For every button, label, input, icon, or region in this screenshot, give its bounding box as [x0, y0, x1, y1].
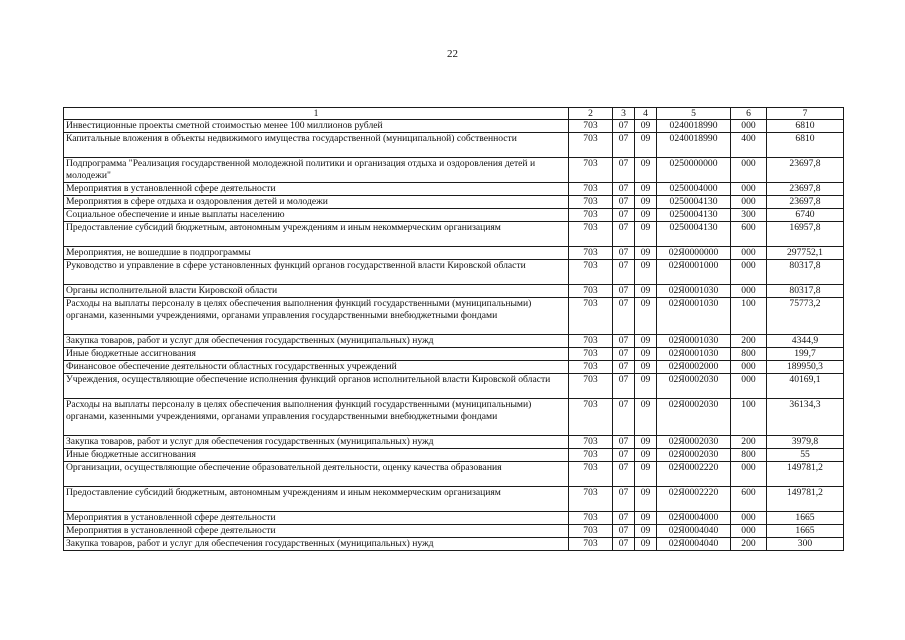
table-row: [64, 209, 844, 222]
table-row: [64, 374, 844, 399]
row-code-4: 09: [635, 247, 657, 260]
table-row: [64, 158, 844, 183]
row-code-4: 09: [635, 183, 657, 196]
table-row: [64, 247, 844, 260]
row-amount: 40169,1: [767, 374, 844, 399]
row-code-3: 07: [613, 348, 635, 361]
table-row: [64, 183, 844, 196]
table-row: [64, 133, 844, 158]
row-amount: 23697,8: [767, 196, 844, 209]
row-code-2: 703: [569, 525, 613, 538]
row-code-2: 703: [569, 348, 613, 361]
row-code-3: 07: [613, 285, 635, 298]
row-name: Мероприятия в установленной сфере деятельности: [64, 512, 569, 525]
row-code-5: 02Я0000000: [657, 247, 731, 260]
table-row: [64, 436, 844, 449]
row-code-3: 07: [613, 183, 635, 196]
header-cell: 5: [657, 108, 731, 120]
row-code-6: 000: [731, 525, 767, 538]
row-code-2: 703: [569, 487, 613, 512]
row-code-4: 09: [635, 449, 657, 462]
table-row: [64, 222, 844, 247]
row-code-5: 02Я0002030: [657, 399, 731, 436]
row-code-2: 703: [569, 512, 613, 525]
row-code-3: 07: [613, 298, 635, 335]
row-code-2: 703: [569, 209, 613, 222]
row-code-5: 02Я0002030: [657, 449, 731, 462]
row-amount: 149781,2: [767, 487, 844, 512]
row-code-6: 100: [731, 298, 767, 335]
row-code-5: 0250004000: [657, 183, 731, 196]
row-code-5: 02Я0004040: [657, 525, 731, 538]
header-cell: 3: [613, 108, 635, 120]
row-code-3: 07: [613, 196, 635, 209]
table-row: [64, 298, 844, 335]
row-code-6: 800: [731, 348, 767, 361]
row-code-4: 09: [635, 348, 657, 361]
row-amount: 6810: [767, 120, 844, 133]
row-amount: 4344,9: [767, 335, 844, 348]
table-row: [64, 285, 844, 298]
row-name: Финансовое обеспечение деятельности областных государственных учреждений: [64, 361, 569, 374]
row-code-2: 703: [569, 449, 613, 462]
row-code-6: 000: [731, 285, 767, 298]
row-code-2: 703: [569, 120, 613, 133]
row-code-5: 02Я0002220: [657, 462, 731, 487]
row-code-4: 09: [635, 487, 657, 512]
row-code-3: 07: [613, 335, 635, 348]
row-code-5: 02Я0004040: [657, 538, 731, 551]
row-code-3: 07: [613, 260, 635, 285]
row-amount: 23697,8: [767, 183, 844, 196]
row-code-6: 600: [731, 222, 767, 247]
row-code-3: 07: [613, 222, 635, 247]
row-code-2: 703: [569, 285, 613, 298]
row-amount: 23697,8: [767, 158, 844, 183]
row-code-3: 07: [613, 487, 635, 512]
row-name: Предоставление субсидий бюджетным, автономным учреждениям и иным некоммерческим организациям: [64, 222, 569, 247]
row-code-5: 0240018990: [657, 120, 731, 133]
row-code-5: 02Я0002030: [657, 436, 731, 449]
row-code-4: 09: [635, 285, 657, 298]
row-code-3: 07: [613, 120, 635, 133]
page-number: 22: [447, 48, 458, 60]
row-name: Предоставление субсидий бюджетным, автономным учреждениям и иным некоммерческим организациям: [64, 487, 569, 512]
row-name: Закупка товаров, работ и услуг для обеспечения государственных (муниципальных) нужд: [64, 538, 569, 551]
table-row: [64, 487, 844, 512]
row-code-6: 800: [731, 449, 767, 462]
row-code-2: 703: [569, 399, 613, 436]
row-code-6: 000: [731, 361, 767, 374]
row-code-4: 09: [635, 209, 657, 222]
table-row: [64, 120, 844, 133]
row-code-6: 200: [731, 538, 767, 551]
row-amount: 297752,1: [767, 247, 844, 260]
row-code-4: 09: [635, 196, 657, 209]
row-code-5: 0240018990: [657, 133, 731, 158]
row-code-4: 09: [635, 120, 657, 133]
header-cell: 7: [767, 108, 844, 120]
row-code-4: 09: [635, 260, 657, 285]
row-code-6: 000: [731, 462, 767, 487]
row-code-4: 09: [635, 462, 657, 487]
row-code-3: 07: [613, 462, 635, 487]
row-code-6: 000: [731, 183, 767, 196]
row-code-6: 400: [731, 133, 767, 158]
row-code-6: 000: [731, 120, 767, 133]
row-code-2: 703: [569, 436, 613, 449]
row-name: Закупка товаров, работ и услуг для обеспечения государственных (муниципальных) нужд: [64, 335, 569, 348]
row-code-3: 07: [613, 247, 635, 260]
row-name: Подпрограмма "Реализация государственной молодежной политики и организация отдыха и оздоровления детей и молодежи": [64, 158, 569, 183]
row-name: Иные бюджетные ассигнования: [64, 348, 569, 361]
row-name: Руководство и управление в сфере установленных функций органов государственной власти Кировской области: [64, 260, 569, 285]
row-code-4: 09: [635, 158, 657, 183]
row-amount: 1665: [767, 525, 844, 538]
row-amount: 189950,3: [767, 361, 844, 374]
table-row: [64, 449, 844, 462]
row-code-6: 000: [731, 158, 767, 183]
row-amount: 36134,3: [767, 399, 844, 436]
row-code-6: 000: [731, 512, 767, 525]
row-code-4: 09: [635, 133, 657, 158]
table-row: [64, 462, 844, 487]
row-amount: 3979,8: [767, 436, 844, 449]
table-row: [64, 399, 844, 436]
row-code-4: 09: [635, 222, 657, 247]
row-code-2: 703: [569, 462, 613, 487]
row-code-6: 000: [731, 374, 767, 399]
row-name: Капитальные вложения в объекты недвижимого имущества государственной (муниципальной) собственности: [64, 133, 569, 158]
budget-table: [63, 107, 844, 551]
row-code-2: 703: [569, 298, 613, 335]
row-amount: 16957,8: [767, 222, 844, 247]
row-code-5: 02Я0002000: [657, 361, 731, 374]
row-code-5: 02Я0001030: [657, 348, 731, 361]
row-amount: 149781,2: [767, 462, 844, 487]
row-code-5: 02Я0002030: [657, 374, 731, 399]
row-code-3: 07: [613, 399, 635, 436]
row-code-3: 07: [613, 525, 635, 538]
row-name: Расходы на выплаты персоналу в целях обеспечения выполнения функций государственными (муниципальными) органами, казенными учреждениями, органами управления государственными внебюджетными фондами: [64, 298, 569, 335]
row-code-3: 07: [613, 209, 635, 222]
row-code-4: 09: [635, 436, 657, 449]
row-code-5: 02Я0001030: [657, 298, 731, 335]
row-code-3: 07: [613, 133, 635, 158]
row-code-4: 09: [635, 525, 657, 538]
row-code-6: 600: [731, 487, 767, 512]
row-code-4: 09: [635, 335, 657, 348]
table-row: [64, 538, 844, 551]
table-header-row: [64, 108, 844, 120]
row-amount: 6810: [767, 133, 844, 158]
header-cell: 2: [569, 108, 613, 120]
row-code-2: 703: [569, 247, 613, 260]
row-amount: 6740: [767, 209, 844, 222]
row-code-2: 703: [569, 361, 613, 374]
header-cell: 4: [635, 108, 657, 120]
row-name: Иные бюджетные ассигнования: [64, 449, 569, 462]
row-code-5: 02Я0001030: [657, 285, 731, 298]
row-name: Организации, осуществляющие обеспечение образовательной деятельности, оценку качества образования: [64, 462, 569, 487]
row-code-3: 07: [613, 436, 635, 449]
row-code-2: 703: [569, 196, 613, 209]
row-code-5: 02Я0004000: [657, 512, 731, 525]
row-code-5: 02Я0001030: [657, 335, 731, 348]
row-amount: 1665: [767, 512, 844, 525]
row-code-4: 09: [635, 298, 657, 335]
row-code-3: 07: [613, 361, 635, 374]
row-code-4: 09: [635, 538, 657, 551]
row-code-2: 703: [569, 374, 613, 399]
row-name: Мероприятия в установленной сфере деятельности: [64, 183, 569, 196]
table-row: [64, 525, 844, 538]
row-code-5: 02Я0001000: [657, 260, 731, 285]
row-code-2: 703: [569, 260, 613, 285]
row-amount: 80317,8: [767, 285, 844, 298]
row-code-5: 0250000000: [657, 158, 731, 183]
row-code-3: 07: [613, 374, 635, 399]
row-name: Мероприятия в установленной сфере деятельности: [64, 525, 569, 538]
row-amount: 80317,8: [767, 260, 844, 285]
row-name: Инвестиционные проекты сметной стоимостью менее 100 миллионов рублей: [64, 120, 569, 133]
row-code-6: 200: [731, 335, 767, 348]
row-code-6: 000: [731, 196, 767, 209]
row-code-6: 200: [731, 436, 767, 449]
row-amount: 199,7: [767, 348, 844, 361]
row-code-2: 703: [569, 335, 613, 348]
row-code-6: 300: [731, 209, 767, 222]
row-code-3: 07: [613, 158, 635, 183]
row-code-3: 07: [613, 449, 635, 462]
row-code-4: 09: [635, 399, 657, 436]
row-name: Закупка товаров, работ и услуг для обеспечения государственных (муниципальных) нужд: [64, 436, 569, 449]
row-code-2: 703: [569, 222, 613, 247]
row-code-2: 703: [569, 183, 613, 196]
row-code-6: 000: [731, 260, 767, 285]
row-code-5: 0250004130: [657, 196, 731, 209]
row-code-5: 0250004130: [657, 222, 731, 247]
row-code-4: 09: [635, 374, 657, 399]
row-name: Учреждения, осуществляющие обеспечение исполнения функций органов исполнительной власти Кировской области: [64, 374, 569, 399]
row-name: Мероприятия в сфере отдыха и оздоровления детей и молодежи: [64, 196, 569, 209]
header-cell: 6: [731, 108, 767, 120]
row-name: Мероприятия, не вошедшие в подпрограммы: [64, 247, 569, 260]
table-row: [64, 361, 844, 374]
header-cell: 1: [64, 108, 569, 120]
row-amount: 300: [767, 538, 844, 551]
row-code-3: 07: [613, 512, 635, 525]
row-code-2: 703: [569, 538, 613, 551]
row-code-5: 02Я0002220: [657, 487, 731, 512]
row-code-4: 09: [635, 361, 657, 374]
row-name: Органы исполнительной власти Кировской области: [64, 285, 569, 298]
table-row: [64, 512, 844, 525]
table-row: [64, 196, 844, 209]
row-code-2: 703: [569, 133, 613, 158]
row-amount: 55: [767, 449, 844, 462]
row-code-6: 000: [731, 247, 767, 260]
row-name: Социальное обеспечение и иные выплаты населению: [64, 209, 569, 222]
row-code-3: 07: [613, 538, 635, 551]
row-code-2: 703: [569, 158, 613, 183]
table-row: [64, 260, 844, 285]
table-row: [64, 335, 844, 348]
row-name: Расходы на выплаты персоналу в целях обеспечения выполнения функций государственными (муниципальными) органами, казенными учреждениями, органами управления государственными внебюджетными фондами: [64, 399, 569, 436]
row-code-4: 09: [635, 512, 657, 525]
row-code-6: 100: [731, 399, 767, 436]
table-row: [64, 348, 844, 361]
row-code-5: 0250004130: [657, 209, 731, 222]
row-amount: 75773,2: [767, 298, 844, 335]
